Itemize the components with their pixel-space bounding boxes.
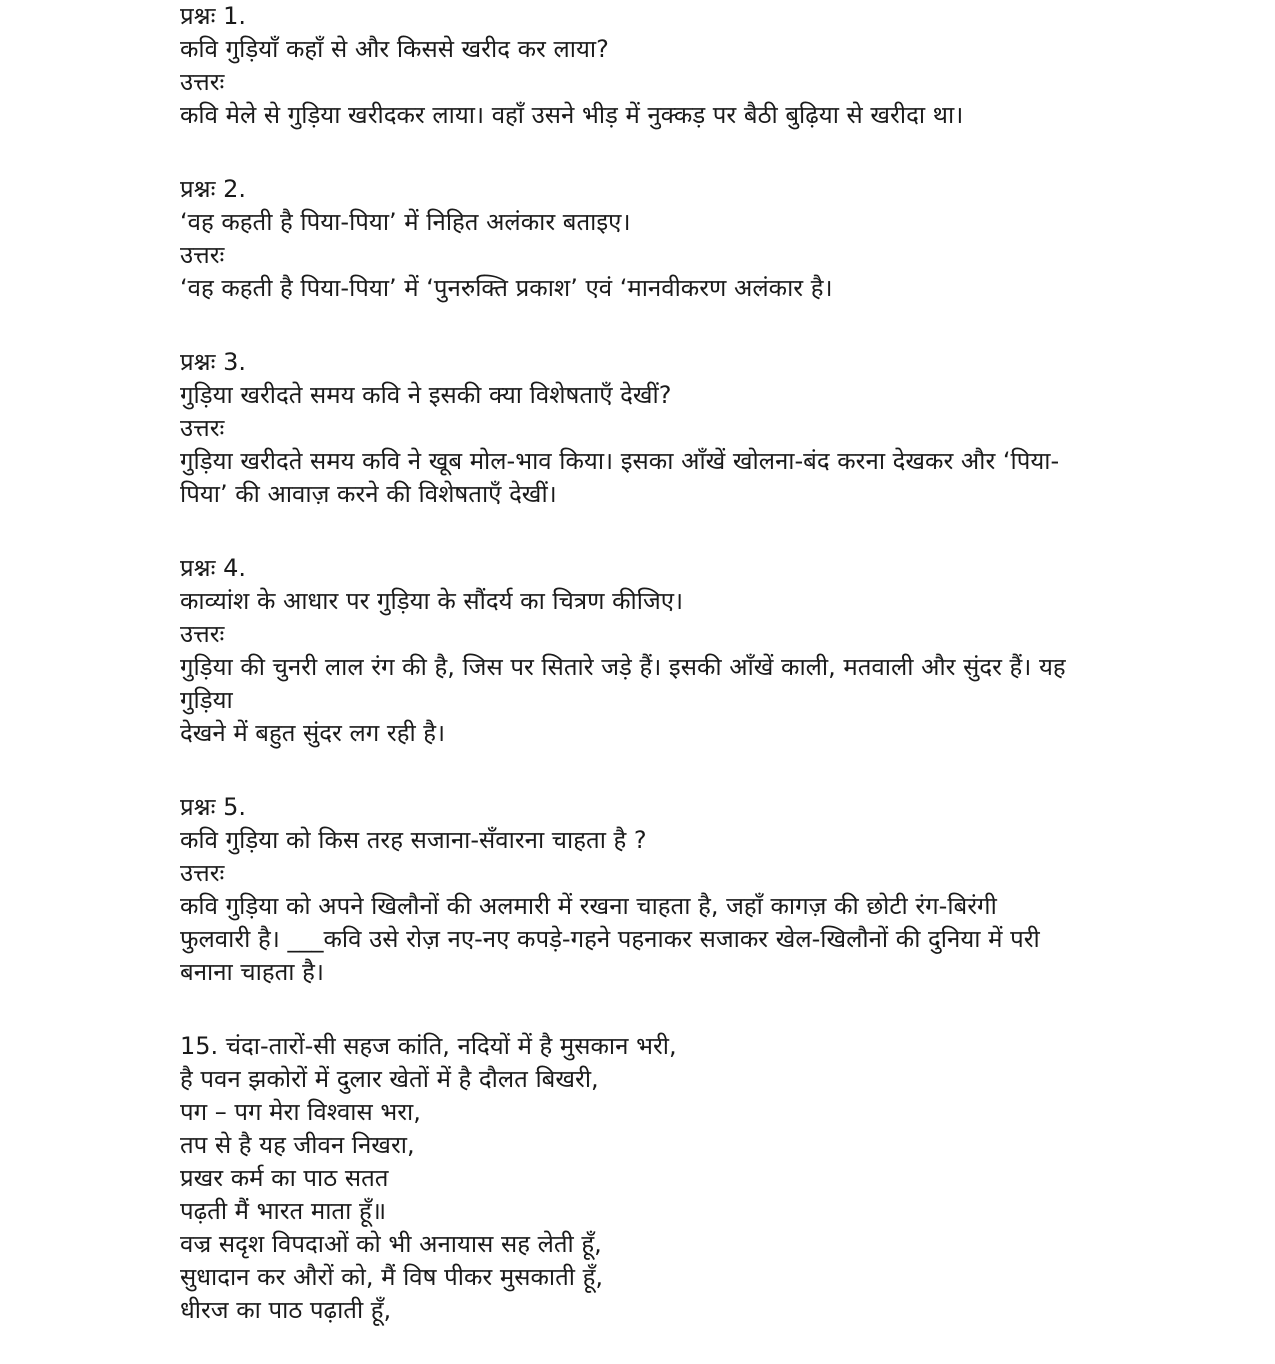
answer-label: उत्तरः — [180, 620, 225, 648]
question-text: ‘वह कहती है पिया-पिया’ में निहित अलंकार बताइए। — [180, 208, 631, 236]
question-text: गुड़िया खरीदते समय कवि ने इसकी क्या विशेषताएँ देखीं? — [180, 381, 672, 409]
poem-line: सुधादान कर औरों को, मैं विष पीकर मुसकाती हूँ, — [180, 1263, 603, 1291]
answer-line: पिया’ की आवाज़ करने की विशेषताएँ देखीं। — [180, 480, 557, 508]
answer-label: उत्तरः — [180, 68, 225, 96]
qa-block-4 — [180, 552, 1170, 750]
answer-label: उत्तरः — [180, 414, 225, 442]
poem-line: तप से है यह जीवन निखरा, — [180, 1131, 415, 1159]
answer-line: गुड़िया खरीदते समय कवि ने खूब मोल-भाव किया। इसका आँखें खोलना-बंद करना देखकर और ‘पिया- — [180, 447, 1060, 475]
poem-block — [180, 1030, 1170, 1327]
question-text: कवि गुड़ियाँ कहाँ से और किससे खरीद कर लाया? — [180, 35, 609, 63]
answer-line: कवि मेले से गुड़िया खरीदकर लाया। वहाँ उसने भीड़ में नुक्कड़ पर बैठी बुढ़िया से खरीदा था। — [180, 101, 964, 129]
answer-line: कवि गुड़िया को अपने खिलौनों की अलमारी में रखना चाहता है, जहाँ कागज़ की छोटी रंग-बिरंगी — [180, 892, 997, 920]
poem-line: प्रखर कर्म का पाठ सतत — [180, 1164, 389, 1192]
question-text: काव्यांश के आधार पर गुड़िया के सौंदर्य का चित्रण कीजिए। — [180, 587, 684, 615]
answer-line: गुड़िया — [180, 686, 233, 714]
question-text: कवि गुड़िया को किस तरह सजाना-सँवारना चाहता है ? — [180, 826, 647, 854]
answer-line: बनाना चाहता है। — [180, 958, 324, 986]
question-label: प्रश्नः 2. — [180, 175, 246, 203]
poem-line: पढ़ती मैं भारत माता हूँ॥ — [180, 1197, 387, 1225]
qa-block-3 — [180, 346, 1170, 511]
answer-line: गुड़िया की चुनरी लाल रंग की है, जिस पर सितारे जड़े हैं। इसकी आँखें काली, मतवाली और सुंदर हैं। यह — [180, 653, 1066, 681]
qa-block-5 — [180, 791, 1170, 989]
question-label: प्रश्नः 5. — [180, 793, 246, 821]
answer-label: उत्तरः — [180, 241, 225, 269]
qa-block-2 — [180, 173, 1170, 305]
poem-line: धीरज का पाठ पढ़ाती हूँ, — [180, 1296, 392, 1324]
question-label: प्रश्नः 3. — [180, 348, 246, 376]
answer-line: फुलवारी है। ___कवि उसे रोज़ नए-नए कपड़े-गहने पहनाकर सजाकर खेल-खिलौनों की दुनिया में परी — [180, 925, 1040, 953]
question-label: प्रश्नः 1. — [180, 2, 246, 30]
poem-line: है पवन झकोरों में दुलार खेतों में है दौलत बिखरी, — [180, 1065, 599, 1093]
answer-line: ‘वह कहती है पिया-पिया’ में ‘पुनरुक्ति प्रकाश’ एवं ‘मानवीकरण अलंकार है। — [180, 274, 833, 302]
poem-line: वज्र सदृश विपदाओं को भी अनायास सह लेती हूँ, — [180, 1230, 602, 1258]
qa-block-1 — [180, 0, 1170, 132]
document-page — [180, 0, 1170, 1327]
answer-line: देखने में बहुत सुंदर लग रही है। — [180, 719, 446, 747]
question-label: प्रश्नः 4. — [180, 554, 246, 582]
answer-label: उत्तरः — [180, 859, 225, 887]
poem-line: 15. चंदा-तारों-सी सहज कांति, नदियों में है मुसकान भरी, — [180, 1032, 677, 1060]
poem-line: पग – पग मेरा विश्वास भरा, — [180, 1098, 421, 1126]
